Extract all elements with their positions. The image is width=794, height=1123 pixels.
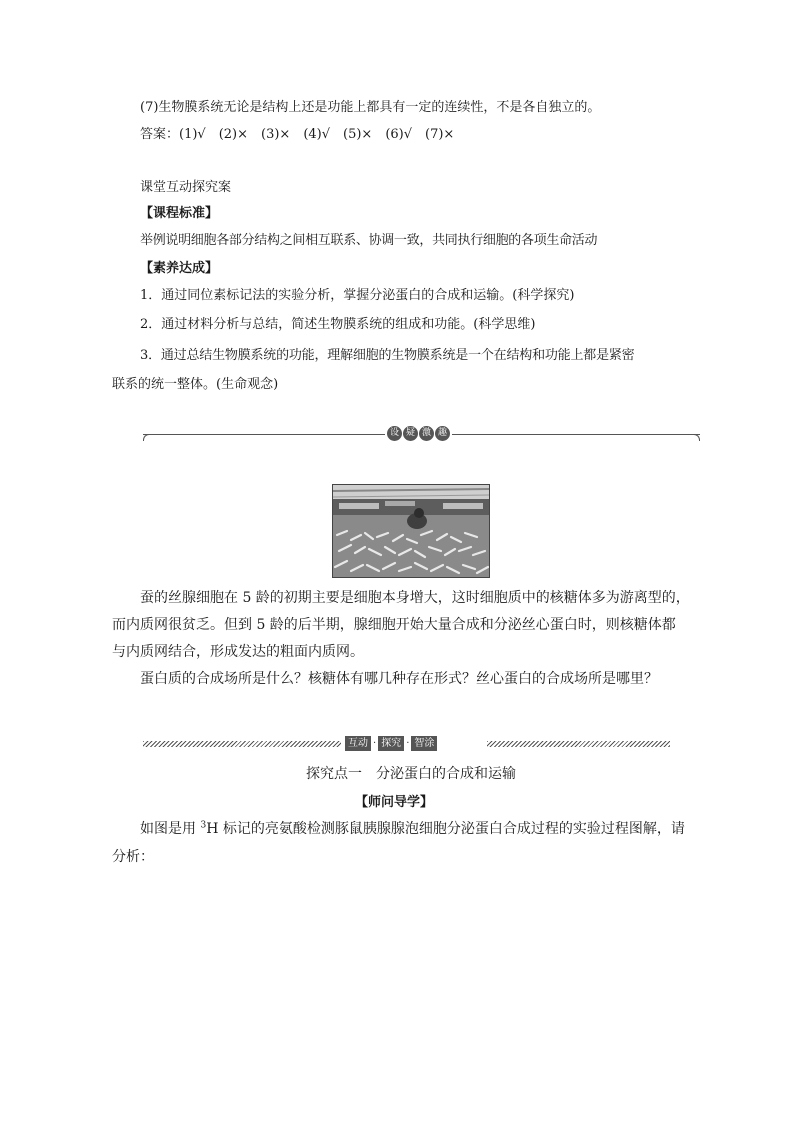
review-item-7: (7)生物膜系统无论是结构上还是功能上都具有一定的连续性，不是各自独立的。 bbox=[140, 100, 601, 115]
banner-char: 趣 bbox=[435, 426, 450, 441]
explore-question-line-1 bbox=[140, 818, 685, 838]
answer-line: 答案：(1)√ (2)× (3)× (4)√ (5)× (6)√ (7)× bbox=[140, 127, 455, 142]
banner-char: 疑 bbox=[403, 426, 418, 441]
banner-hatch-left bbox=[143, 741, 341, 747]
explore-subheading: 【师问导学】 bbox=[355, 795, 434, 810]
explore-title: 探究点一 分泌蛋白的合成和运输 bbox=[306, 766, 516, 782]
banner-label bbox=[345, 736, 437, 751]
banner-char: 激 bbox=[419, 426, 434, 441]
intro-line-2: 而内质网很贫乏。但到 5 龄的后半期，腺细胞开始大量合成和分泌丝心蛋白时，则核糖体都 bbox=[112, 617, 676, 633]
intro-line-1: 蚕的丝腺细胞在 5 龄的初期主要是细胞本身增大，这时细胞质中的核糖体多为游离型的， bbox=[140, 590, 690, 606]
banner-word: 探究 bbox=[378, 736, 404, 751]
standard-text: 举例说明细胞各部分结构之间相互联系、协调一致，共同执行细胞的各项生命活动 bbox=[140, 233, 598, 248]
banner-separator: · bbox=[406, 738, 410, 749]
question-text: H 标记的亮氨酸检测豚鼠胰腺腺泡细胞分泌蛋白合成过程的实验过程图解，请 bbox=[206, 821, 685, 837]
banner-word: 互动 bbox=[345, 736, 371, 751]
banner-hatch-right bbox=[487, 741, 670, 747]
standard-heading: 【课程标准】 bbox=[140, 206, 219, 221]
competency-2: 2．通过材料分析与总结，简述生物膜系统的组成和功能。(科学思维) bbox=[140, 317, 536, 332]
question-prefix: 如图是用 bbox=[140, 821, 201, 837]
banner-cap-right bbox=[693, 434, 700, 441]
explore-question-line-2: 分析： bbox=[112, 849, 154, 865]
isotope-superscript: 3 bbox=[200, 820, 207, 831]
banner-char: 设 bbox=[387, 426, 402, 441]
banner-word: 智涂 bbox=[411, 736, 437, 751]
competency-3-line2: 联系的统一整体。(生命观念) bbox=[112, 377, 279, 392]
intro-line-3: 与内质网结合，形成发达的粗面内质网。 bbox=[112, 644, 364, 660]
competency-heading: 【素养达成】 bbox=[140, 261, 219, 276]
competency-1: 1．通过同位素标记法的实验分析，掌握分泌蛋白的合成和运输。(科学探究) bbox=[140, 288, 575, 303]
banner-label bbox=[385, 426, 452, 441]
section-title: 课堂互动探究案 bbox=[140, 180, 232, 195]
banner-cap-left bbox=[143, 434, 150, 441]
banner-explore bbox=[143, 737, 670, 751]
banner-separator: · bbox=[373, 738, 377, 749]
competency-3-line1: 3．通过总结生物膜系统的功能，理解细胞的生物膜系统是一个在结构和功能上都是紧密 bbox=[140, 348, 635, 363]
silkworm-photo bbox=[332, 484, 490, 578]
intro-questions: 蛋白质的合成场所是什么？核糖体有哪几种存在形式？丝心蛋白的合成场所是哪里？ bbox=[140, 671, 658, 687]
banner-questions bbox=[143, 427, 700, 441]
